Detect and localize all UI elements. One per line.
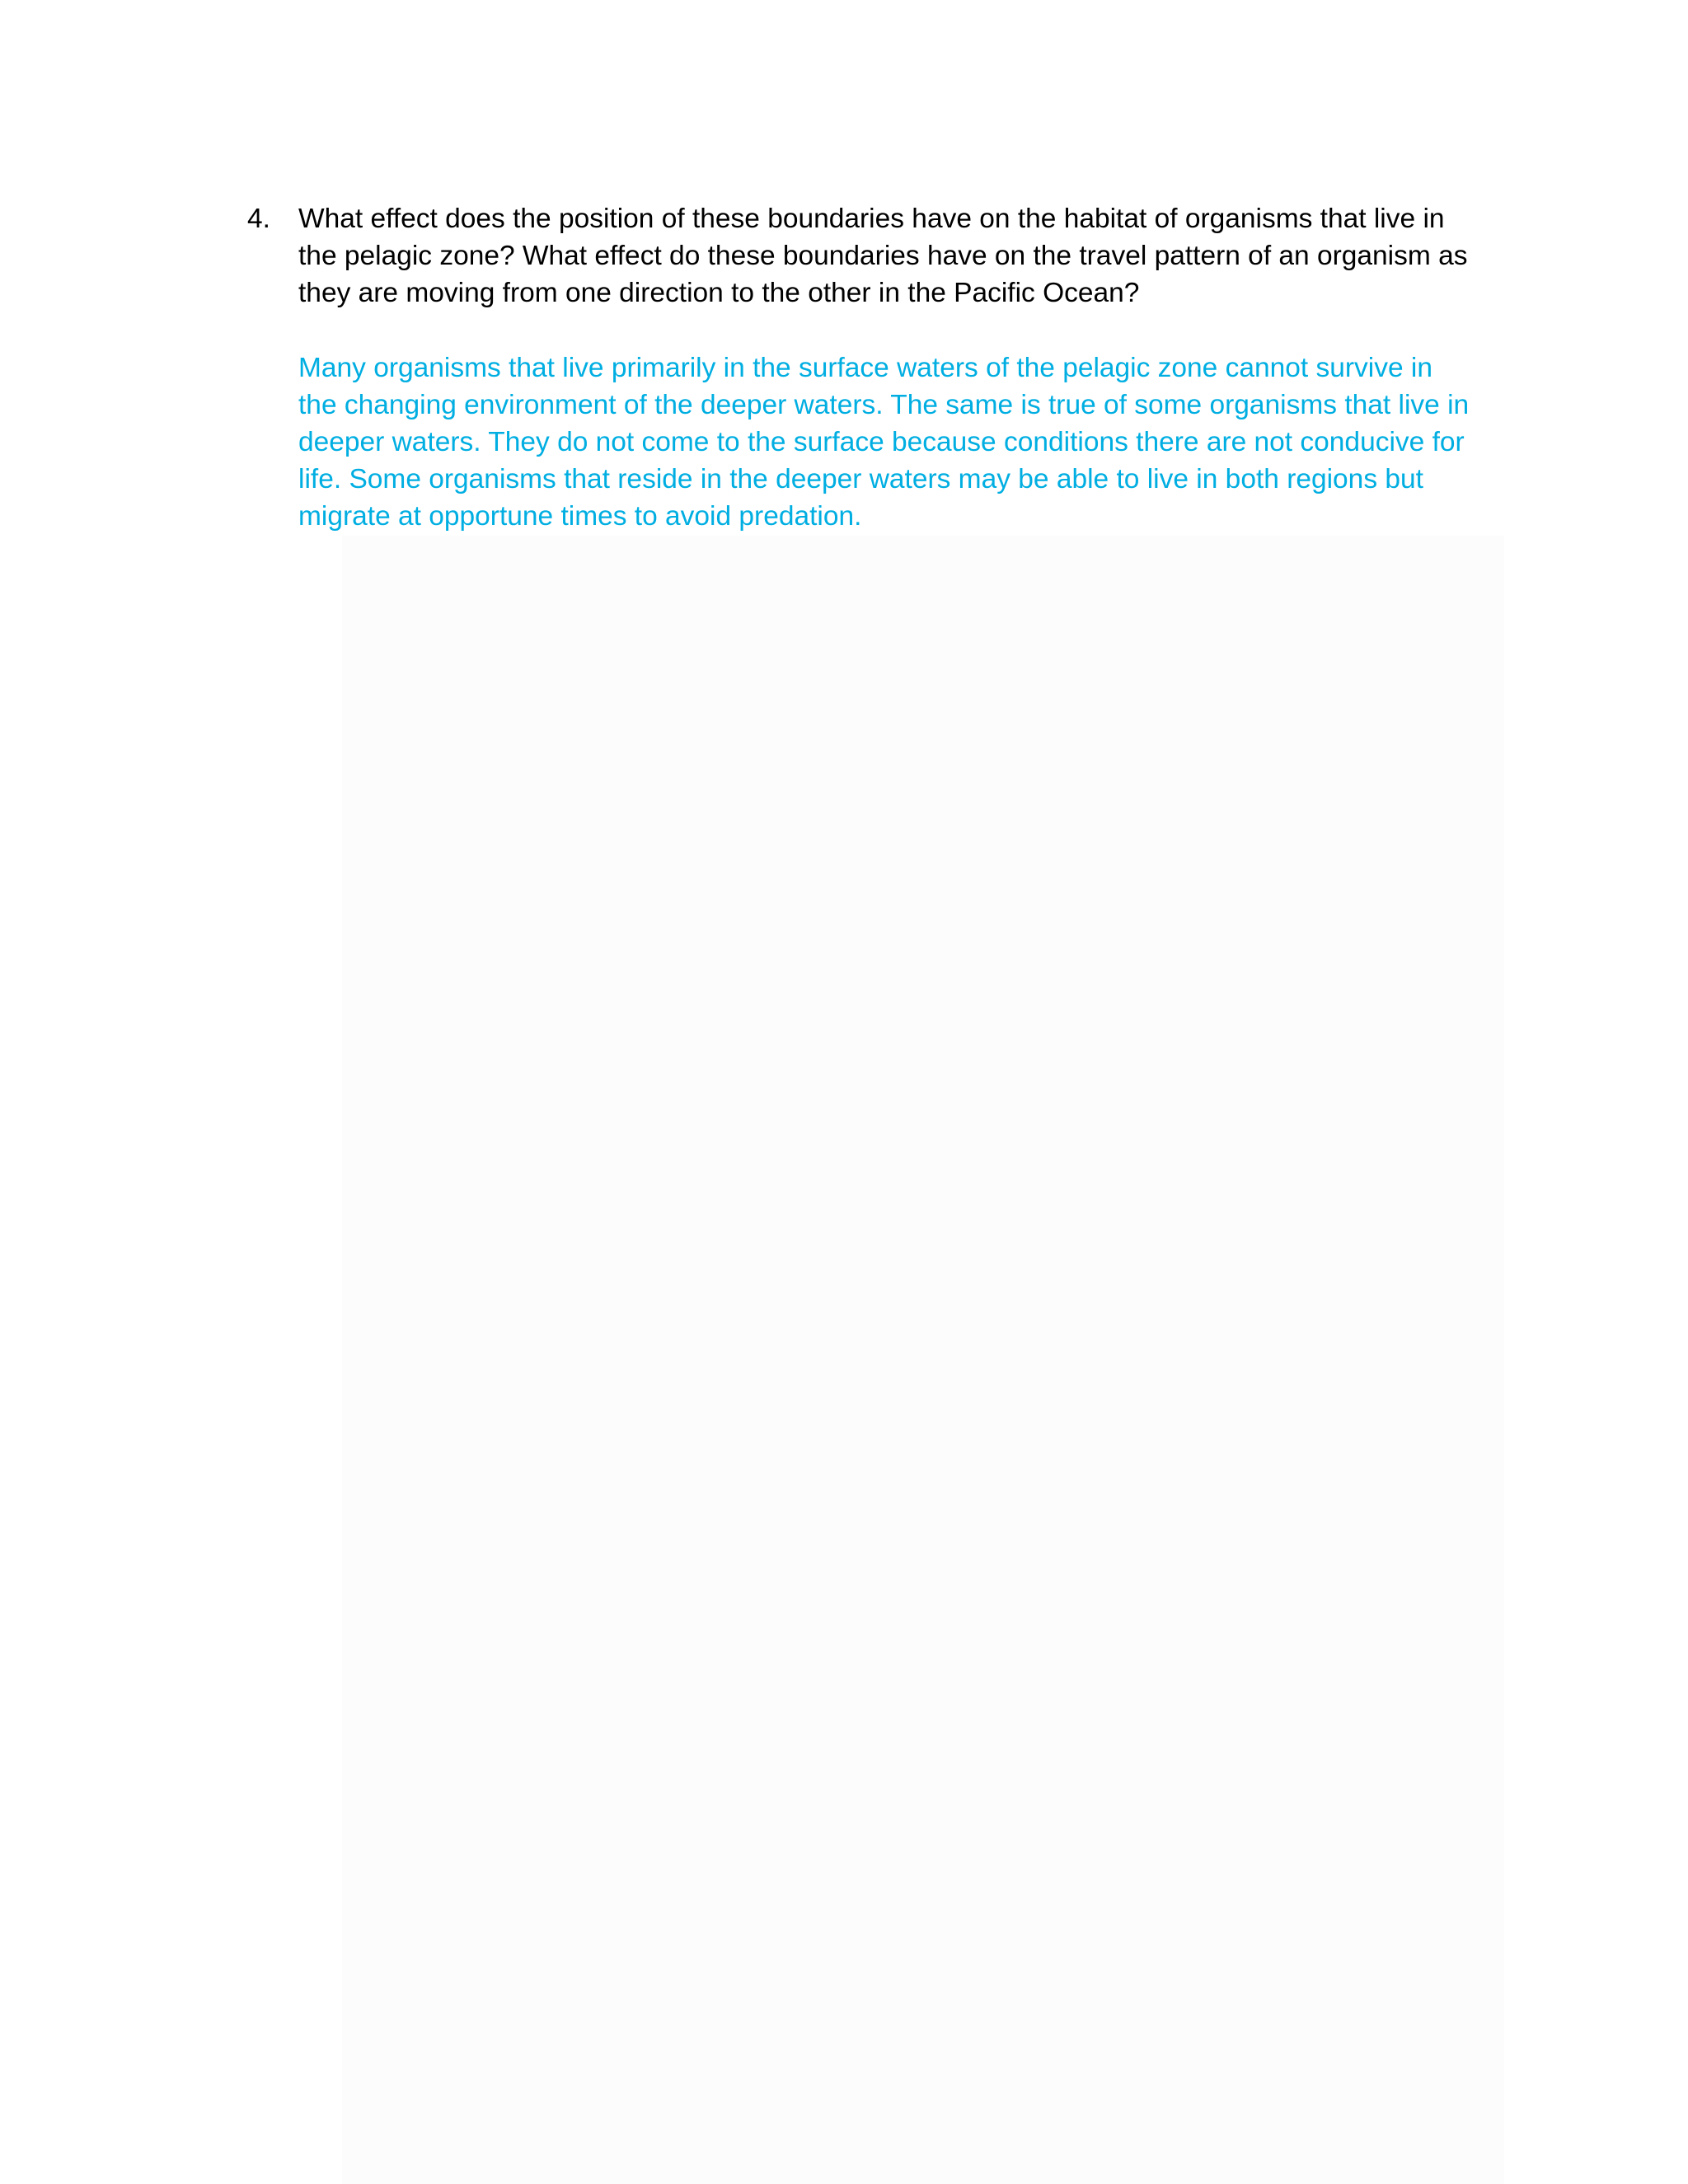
page-shading <box>342 536 1504 2184</box>
answer-line: deeper waters. They do not come to the surface because conditions there are not conducive for <box>298 427 1465 457</box>
answer-line: migrate at opportune times to avoid predation. <box>298 501 862 532</box>
answer-text <box>298 349 1502 535</box>
question-line: they are moving from one direction to the other in the Pacific Ocean? <box>298 278 1140 308</box>
answer-line: life. Some organisms that reside in the deeper waters may be able to live in both regions but <box>298 464 1423 494</box>
question-line: What effect does the position of these boundaries have on the habitat of organisms that live in <box>298 204 1445 234</box>
question-number: 4. <box>247 204 270 234</box>
answer-line: the changing environment of the deeper waters. The same is true of some organisms that live in <box>298 390 1470 420</box>
question-text <box>298 200 1489 312</box>
question-line: the pelagic zone? What effect do these boundaries have on the travel pattern of an organism as <box>298 241 1468 271</box>
answer-line: Many organisms that live primarily in the surface waters of the pelagic zone cannot survive in <box>298 353 1433 383</box>
